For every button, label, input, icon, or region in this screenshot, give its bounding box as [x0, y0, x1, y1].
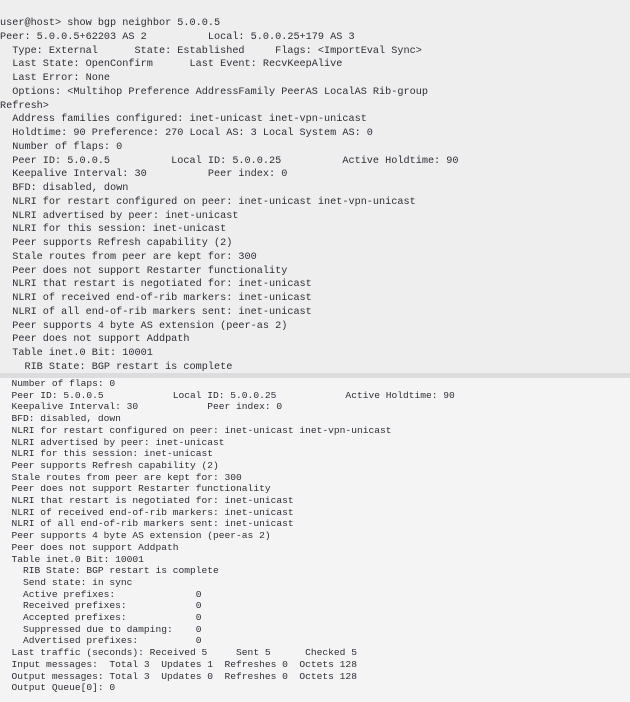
output-line: user@host> show bgp neighbor 5.0.0.5 — [0, 18, 221, 29]
output-line: NLRI of all end-of-rib markers sent: inet-unicast — [0, 306, 312, 318]
output-line: Received prefixes: 0 — [0, 600, 202, 612]
output-line: Table inet.0 Bit: 10001 — [0, 348, 153, 359]
output-line: Input messages: Total 3 Updates 1 Refreshes 0 Octets 128 — [0, 658, 357, 670]
output-line: Keepalive Interval: 30 Peer index: 0 — [0, 169, 288, 181]
output-line: NLRI that restart is negotiated for: inet-unicast — [0, 279, 312, 291]
output-line: Peer does not support Addpath — [0, 541, 179, 553]
output-line: Last Error: None — [0, 73, 111, 84]
output-line: Peer does not support Restarter functionality — [0, 483, 271, 495]
output-line: Send state: in sync — [0, 576, 133, 588]
output-line: Active prefixes: 0 — [0, 588, 202, 600]
output-line: Keepalive Interval: 30 Peer index: 0 — [0, 401, 283, 413]
output-line: Holdtime: 90 Preference: 270 Local AS: 3 Local System AS: 0 — [0, 128, 373, 139]
output-line: Options: <Multihop Preference AddressFamily PeerAS LocalAS Rib-group — [0, 86, 428, 98]
terminal-screenshot-bottom — [0, 378, 630, 702]
output-line: RIB State: BGP restart is complete — [0, 565, 219, 577]
output-line: Type: External State: Established Flags: <ImportEval Sync> — [0, 45, 422, 57]
output-line: Peer does not support Restarter functionality — [0, 265, 288, 277]
output-line: Refresh> — [0, 100, 49, 112]
output-line: Suppressed due to damping: 0 — [0, 623, 202, 635]
output-line: RIB State: BGP restart is complete — [0, 361, 233, 373]
output-line: NLRI that restart is negotiated for: inet-unicast — [0, 495, 294, 506]
output-line: NLRI advertised by peer: inet-unicast — [0, 210, 239, 222]
output-line: Peer supports Refresh capability (2) — [0, 238, 233, 249]
output-line: NLRI for restart configured on peer: inet-unicast inet-vpn-unicast — [0, 196, 416, 208]
output-line: Last State: OpenConfirm Last Event: RecvKeepAlive — [0, 59, 343, 71]
output-line: Number of flaps: 0 — [0, 378, 116, 389]
output-line: Output messages: Total 3 Updates 0 Refreshes 0 Octets 128 — [0, 670, 357, 682]
output-line: BFD: disabled, down — [0, 183, 129, 194]
output-line: Last traffic (seconds): Received 5 Sent 5 Checked 5 — [0, 647, 357, 659]
output-line: NLRI for this session: inet-unicast — [0, 224, 227, 236]
output-line: NLRI for restart configured on peer: inet-unicast inet-vpn-unicast — [0, 424, 392, 436]
output-line: Stale routes from peer are kept for: 300 — [0, 471, 242, 483]
output-line: Advertised prefixes: 0 — [0, 635, 202, 647]
output-line: NLRI advertised by peer: inet-unicast — [0, 436, 225, 448]
output-line: BFD: disabled, down — [0, 413, 121, 425]
output-line: NLRI of received end-of-rib markers: inet-unicast — [0, 293, 312, 304]
output-line: Peer supports 4 byte AS extension (peer-as 2) — [0, 530, 271, 542]
output-line: Peer supports Refresh capability (2) — [0, 459, 219, 471]
output-line: NLRI of all end-of-rib markers sent: inet-unicast — [0, 518, 294, 530]
output-line: Peer: 5.0.0.5+62203 AS 2 Local: 5.0.0.25+179 AS 3 — [0, 31, 355, 43]
output-line: Peer does not support Addpath — [0, 334, 190, 346]
output-line: Stale routes from peer are kept for: 300 — [0, 251, 257, 263]
output-line: NLRI of received end-of-rib markers: inet-unicast — [0, 506, 294, 518]
output-line: NLRI for this session: inet-unicast — [0, 448, 214, 460]
output-line: Output Queue[0]: 0 — [0, 682, 116, 694]
output-line: Number of flaps: 0 — [0, 141, 123, 153]
output-line: Peer ID: 5.0.0.5 Local ID: 5.0.0.25 Active Holdtime: 90 — [0, 389, 455, 401]
output-line: Peer supports 4 byte AS extension (peer-as 2) — [0, 320, 288, 332]
output-line: Peer ID: 5.0.0.5 Local ID: 5.0.0.25 Active Holdtime: 90 — [0, 155, 459, 167]
output-line: Address families configured: inet-unicast inet-vpn-unicast — [0, 114, 367, 126]
output-line: Table inet.0 Bit: 10001 — [0, 553, 144, 565]
output-line: Accepted prefixes: 0 — [0, 612, 202, 623]
